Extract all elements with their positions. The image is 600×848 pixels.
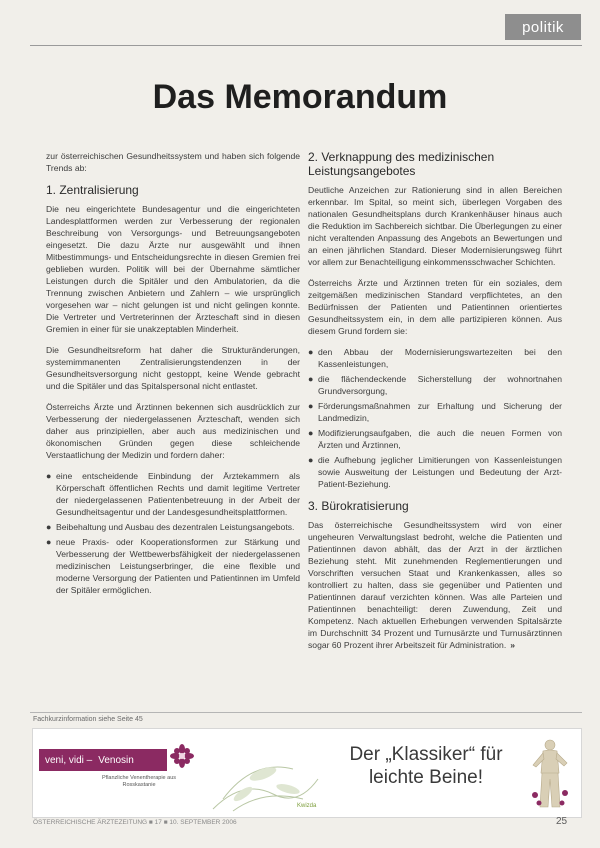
- left-paragraph-3: Österreichs Ärzte und Ärztinnen bekennen sich ausdrücklich zur Verbesserung der niedergelassenen Ärzteschaft, wenden sich daher aus prinzipiellen, aber auch aus medizinischen und ökonomischen Gründen gegen diese schleichende Verstaatlichung der Medizin und fordern daher:: [46, 402, 300, 460]
- bullet-icon: ●: [46, 537, 52, 547]
- list-item: ● Beibehaltung und Ausbau des dezentralen Leistungsangebots.: [46, 522, 295, 532]
- ad-rule: [30, 712, 582, 713]
- leaves-graphic-icon: [203, 739, 323, 813]
- list-item: ● eine entscheidende Einbindung der Ärztekammern als Körperschaft öffentlichen Rechts und damit legitime Vertreter der niedergelassenen Patientenbetreuung in der Arbeit der Gesundheitsagentur und der Landesgesundheitsplattformen.: [46, 471, 300, 517]
- bullet-icon: ●: [308, 374, 314, 384]
- ad-brand-bar: [39, 749, 167, 771]
- ad-brand-slogan: veni, vidi –: [45, 754, 93, 766]
- ad-headline: Der „Klassiker“ für leichte Beine!: [349, 744, 503, 788]
- footer-publication: ÖSTERREICHISCHE ÄRZTEZEITUNG ■ 17 ■ 10. SEPTEMBER 2006: [33, 819, 237, 826]
- ad-caption: Fachkurzinformation siehe Seite 45: [33, 716, 143, 723]
- right-demands-list: [308, 346, 562, 490]
- bullet-icon: ●: [308, 428, 314, 438]
- right-paragraph-2: Österreichs Ärzte und Ärztinnen treten für ein soziales, dem zeitgemäßen medizinischen Standard verpflichtetes, an den Bedürfnissen der Patienten und Patientinnen orientiertes Gesundheitssystem ein, in dem alle partizipieren können. Aus diesem Grund fordern sie:: [308, 278, 562, 336]
- bullet-icon: ●: [308, 347, 314, 357]
- left-paragraph-1: Die neu eingerichtete Bundesagentur und die eingerichteten Landesplattformen werden zur Verbesserung der regionalen Beschreibung von Versorgungs- und Betreuungsangeboten eingesetzt. Die dazu Ärzte nur ausgewählt und ihnen Mitbestimmungs- und Entscheidungsrechte in diesen Gremien frei geblieben wurden. Politik will bei der Übernahme sämtlicher Leistungen durch die Spitäler und den Ambulatorien, da die Trennung zwischen Anbietern und Zahlern – wie ursprünglich vorgesehen war – nicht gelungen ist und nicht gelingen konnte. Die Vertreter und Vertreterinnen der Ärzteschaft sind in diesen Gremien in einer für sie unakzeptablen Minderheit.: [46, 204, 300, 334]
- list-item: ● neue Praxis- oder Kooperationsformen zur Stärkung und Verbesserung der Wettbewerbsfähigkeit der niedergelassenen medizinischen Leistungserbringer, die eine flexible und moderne Versorgung der Patienten und Patientinnen im Umfeld der Spitäler ermöglichen.: [46, 537, 300, 595]
- right-column: [308, 150, 562, 660]
- bullet-icon: ●: [308, 455, 314, 465]
- bullet-icon: ●: [46, 522, 52, 532]
- left-column: [46, 150, 300, 605]
- continue-arrow-icon: »: [510, 640, 516, 650]
- chestnut-flower-icon: [169, 743, 195, 769]
- page-title: Das Memorandum: [152, 78, 448, 116]
- intro-paragraph: zur österreichischen Gesundheitssystem und haben sich folgende Trends ab:: [46, 151, 300, 173]
- statue-figure-icon: [527, 735, 573, 813]
- advertisement[interactable]: [32, 728, 582, 818]
- left-paragraph-2: Die Gesundheitsreform hat daher die Strukturänderungen, systemimmanenten Zentralisierungstendenzen in der Gesundheitsversorgung nicht gestoppt, keine Wende gebracht und die Spitäler und das Spitalspersonal nicht entlastet.: [46, 345, 300, 391]
- ad-company-logo: Kwizda: [297, 803, 317, 809]
- right-paragraph-3: Das österreichische Gesundheitssystem wird von einer ungeheuren Verwaltungslast bedroht, welche die Patienten und Patientinnen davon abhält, das der Arzt in der ärztlichen Beziehung steht. Mit zunehmenden Reglementierungen und Vorschriften versuchen Staat und Krankenkassen, alles so kontrolliert zu halten, dass sie gegenüber und Patienten und Patientinnen darauf verzichten können. Was alle Parteien und Patientinnen benachteiligt: deren Zuwendung, Zeit und Kompetenz. Nach aktuellen Erhebungen verwenden Spitalsärzte im Durchschnitt 34 Prozent und Turnusärzte und Turnusärztinnen sogar 60 Prozent ihrer Arbeitszeit für Administration. »: [308, 520, 562, 650]
- list-item: ● die Aufhebung jeglicher Limitierungen von Kassenleistungen sowie Ausweitung der Leistungen und Bedeutung der Arzt-Patient-Beziehung.: [308, 455, 562, 489]
- heading-centralization: 1. Zentralisierung: [46, 183, 139, 197]
- left-demands-list: [46, 470, 300, 596]
- right-paragraph-1: Deutliche Anzeichen zur Rationierung sind in allen Bereichen erkennbar. Im Spital, so meint sich, überlegen Vorgaben des nationalen Gesundheitsplans durch Krankenhäuser hinaus auch die Reduktion im Sachbereich sichtbar. Die Überlegungen zu einer nicht veraltenden Anpassung des Angebots an Bewertungen und an einen jährlichen Standard. Dieser Modernisierungsweg führt vor allem zur Benachteiligung einkommensschwacher Schichten.: [308, 185, 562, 267]
- list-item: ● den Abbau der Modernisierungswartezeiten bei den Kassenleistungen,: [308, 347, 562, 369]
- heading-shortage: 2. Verknappung des medizinischen Leistungsangebotes: [308, 150, 495, 178]
- heading-bureaucratization: 3. Bürokratisierung: [308, 499, 409, 513]
- ad-brand-name: Venosin: [98, 754, 134, 766]
- section-tag: politik: [505, 14, 581, 40]
- top-rule: [30, 45, 582, 46]
- page-number: 25: [556, 816, 568, 827]
- list-item: ● Förderungsmaßnahmen zur Erhaltung und Sicherung der Landmedizin,: [308, 401, 562, 423]
- list-item: ● Modifizierungsaufgaben, die auch die neuen Formen von Ärzten und Ärztinnen,: [308, 428, 562, 450]
- ad-tagline: Pflanzliche Venentherapie aus Rosskastanie: [102, 775, 176, 788]
- bullet-icon: ●: [46, 471, 52, 481]
- bullet-icon: ●: [308, 401, 314, 411]
- list-item: ● die flächendeckende Sicherstellung der wohnortnahen Grundversorgung,: [308, 374, 562, 396]
